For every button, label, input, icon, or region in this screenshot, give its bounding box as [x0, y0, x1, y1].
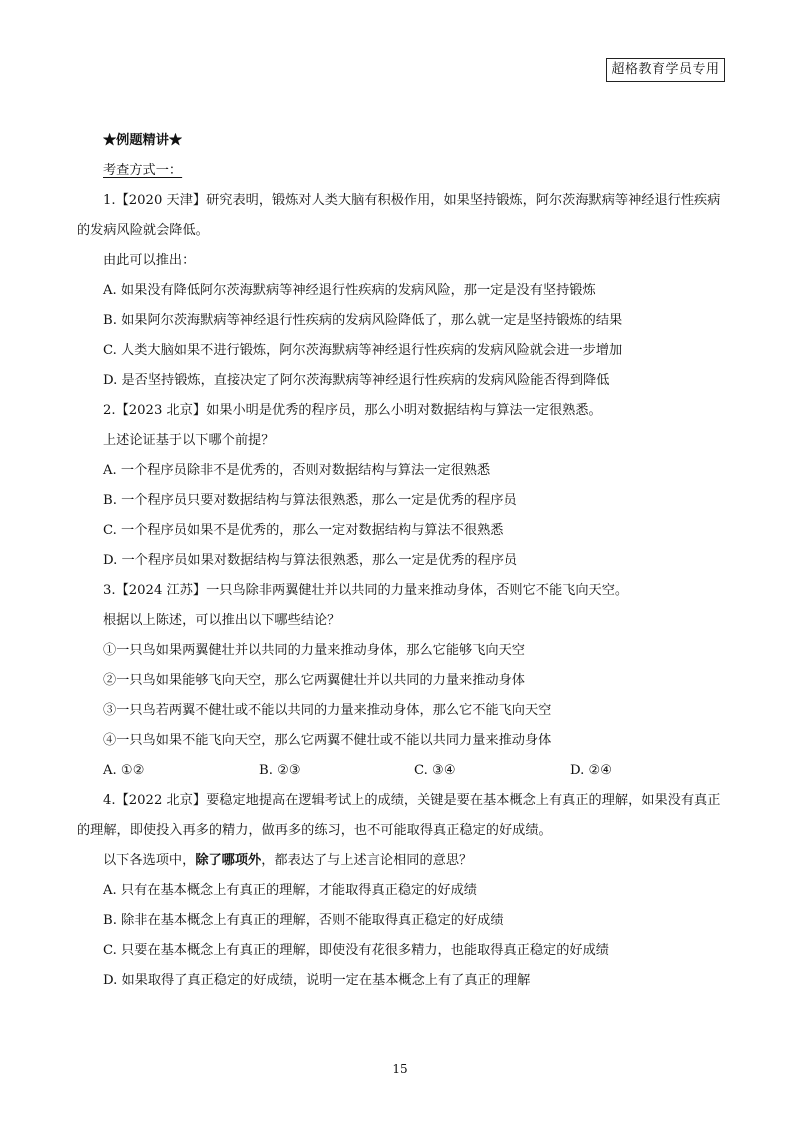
q1-option-b: B. 如果阿尔茨海默病等神经退行性疾病的发病风险降低了，那么就一定是坚持锻炼的结果 — [103, 313, 623, 328]
q4-stem-line1: 4.【2022 北京】要稳定地提高在逻辑考试上的成绩，关键是要在基本概念上有真正的理解，如果没有真正 — [103, 793, 721, 808]
q2-option-c: C. 一个程序员如果不是优秀的，那么一定对数据结构与算法不很熟悉 — [103, 523, 504, 538]
q1-stem-line1: 1.【2020 天津】研究表明，锻炼对人类大脑有积极作用，如果坚持锻炼，阿尔茨海默病等神经退行性疾病 — [103, 193, 721, 208]
q4-option-c: C. 只要在基本概念上有真正的理解，即使没有花很多精力，也能取得真正稳定的好成绩 — [103, 943, 609, 958]
q3-statement-1: ①一只鸟如果两翼健壮并以共同的力量来推动身体，那么它能够飞向天空 — [103, 643, 525, 658]
q4-stem-line2: 的理解，即使投入再多的精力，做再多的练习，也不可能取得真正稳定的好成绩。 — [77, 823, 552, 838]
q3-choice-a: A. ①② — [103, 763, 145, 778]
q2-prompt: 上述论证基于以下哪个前提？ — [103, 433, 275, 448]
q1-option-c: C. 人类大脑如果不进行锻炼，阿尔茨海默病等神经退行性疾病的发病风险就会进一步增加 — [103, 343, 623, 358]
q3-prompt: 根据以上陈述，可以推出以下哪些结论？ — [103, 613, 341, 628]
q3-stem: 3.【2024 江苏】一只鸟除非两翼健壮并以共同的力量来推动身体，否则它不能飞向天空。 — [103, 583, 629, 598]
q1-option-d: D. 是否坚持锻炼，直接决定了阿尔茨海默病等神经退行性疾病的发病风险能否得到降低 — [103, 373, 610, 388]
q4-prompt-before: 以下各选项中， — [103, 853, 196, 868]
q4-option-d: D. 如果取得了真正稳定的好成绩，说明一定在基本概念上有了真正的理解 — [103, 973, 531, 988]
page-number: 15 — [392, 1062, 408, 1076]
section-title: ★例题精讲★ — [103, 133, 183, 148]
q4-prompt-after: ，都表达了与上述言论相同的意思？ — [261, 853, 473, 868]
q3-choices — [103, 756, 728, 786]
method-title: 考查方式一： — [103, 163, 183, 178]
q1-prompt: 由此可以推出： — [103, 253, 196, 268]
q2-stem: 2.【2023 北京】如果小明是优秀的程序员，那么小明对数据结构与算法一定很熟悉。 — [103, 403, 602, 418]
q3-statement-2: ②一只鸟如果能够飞向天空，那么它两翼健壮并以共同的力量来推动身体 — [103, 673, 525, 688]
document-content — [77, 126, 728, 996]
q4-option-a: A. 只有在基本概念上有真正的理解，才能取得真正稳定的好成绩 — [103, 883, 477, 898]
q3-statement-4: ④一只鸟如果不能飞向天空，那么它两翼不健壮或不能以共同力量来推动身体 — [103, 733, 552, 748]
q2-option-b: B. 一个程序员只要对数据结构与算法很熟悉，那么一定是优秀的程序员 — [103, 493, 517, 508]
header-label: 超格教育学员专用 — [606, 58, 725, 82]
q3-choice-b: B. ②③ — [259, 763, 301, 778]
q3-statement-3: ③一只鸟若两翼不健壮或不能以共同的力量来推动身体，那么它不能飞向天空 — [103, 703, 552, 718]
q1-stem-line2: 的发病风险就会降低。 — [77, 223, 209, 238]
q2-option-d: D. 一个程序员如果对数据结构与算法很熟悉，那么一定是优秀的程序员 — [103, 553, 518, 568]
q2-option-a: A. 一个程序员除非不是优秀的，否则对数据结构与算法一定很熟悉 — [103, 463, 491, 478]
q4-prompt — [103, 846, 728, 876]
q3-choice-d: D. ②④ — [570, 763, 613, 778]
q4-prompt-bold: 除了哪项外 — [195, 853, 262, 868]
q1-option-a: A. 如果没有降低阿尔茨海默病等神经退行性疾病的发病风险，那一定是没有坚持锻炼 — [103, 283, 596, 298]
q3-choice-c: C. ③④ — [414, 763, 456, 778]
q4-option-b: B. 除非在基本概念上有真正的理解，否则不能取得真正稳定的好成绩 — [103, 913, 504, 928]
